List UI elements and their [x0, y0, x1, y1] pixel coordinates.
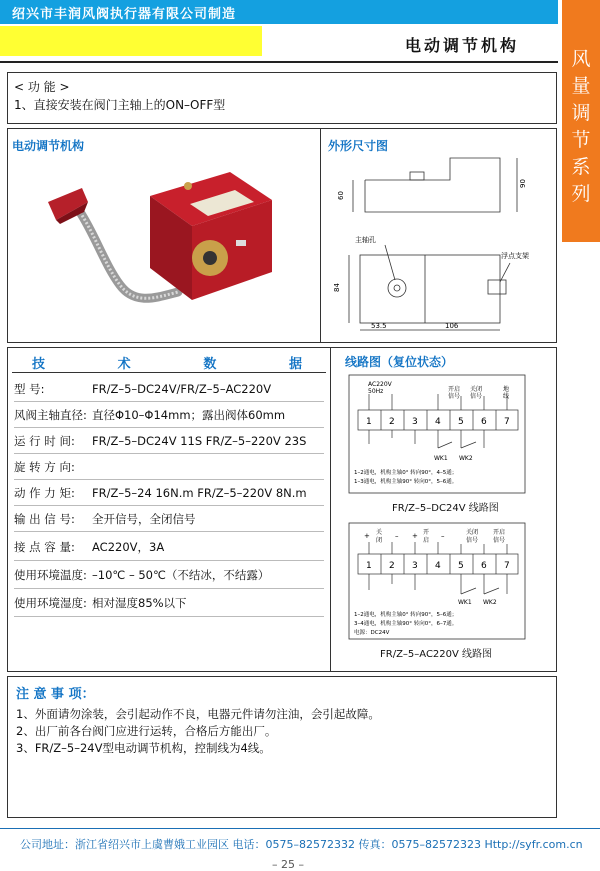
spec-divider: [14, 588, 324, 589]
wiring-note: 1–2通电，机构主轴0° 转向90°，5–6通；: [354, 612, 458, 618]
wire-group: 信号: [470, 393, 483, 400]
wire-group: 启: [423, 537, 430, 544]
specs-title: [32, 353, 302, 372]
specs-rule: [12, 372, 326, 373]
spec-row-temp: [14, 567, 269, 583]
spec-divider: [14, 479, 324, 480]
spec-row-model: [14, 381, 271, 397]
spec-value: FR/Z–5–DC24V/FR/Z–5–AC220V: [92, 382, 272, 396]
page-number: – 25 –: [272, 858, 304, 871]
terminal: 2: [389, 561, 395, 571]
page-title: 电动调节机构: [405, 36, 520, 55]
wire-group: 关: [376, 529, 383, 536]
terminal: 4: [435, 417, 441, 427]
spec-divider: [14, 401, 324, 402]
spec-divider: [14, 505, 324, 506]
note-item-1: 1、外面请勿涂装，会引起动作不良，电器元件请勿注油，会引起故障。: [16, 707, 380, 721]
wire-group: 信号: [466, 537, 479, 544]
polarity: –: [441, 532, 445, 540]
dim-53: 53.5: [371, 322, 387, 330]
function-title: < 功 能 >: [14, 80, 70, 94]
spec-label: 动 作 力 矩:: [14, 486, 75, 500]
spec-row-runtime: [14, 433, 306, 449]
footer-rule: [0, 828, 600, 829]
company-name: 绍兴市丰润风阀执行器有限公司制造: [12, 7, 237, 22]
terminal: 7: [504, 417, 510, 427]
actuator-photo: [40, 160, 300, 330]
footer-contact: 公司地址：浙江省绍兴市上虞曹娥工业园区 电话：0575–82572332 传真：0575–82572323 Http://syfr.com.cn: [20, 838, 583, 851]
wiring-caption-dc24v: FR/Z–5–DC24V 线路图: [392, 503, 499, 514]
ac-label: AC220V: [368, 381, 392, 388]
wiring-caption-ac220v: FR/Z–5–AC220V 线路图: [380, 649, 493, 660]
side-char: 系: [571, 156, 591, 178]
wire-group: 线: [503, 393, 510, 400]
hz-label: 50Hz: [368, 388, 384, 395]
wire-group: 开启: [493, 529, 506, 536]
side-char: 量: [571, 75, 591, 97]
wire-group: 信号: [493, 537, 506, 544]
terminal: 6: [481, 417, 487, 427]
side-char: 调: [571, 102, 591, 124]
specs-title-char: 数: [203, 357, 217, 372]
specs-title-char: 据: [288, 357, 302, 372]
terminal: 6: [481, 561, 487, 571]
dim-90: 90: [519, 179, 527, 188]
specs-title-char: 技: [32, 357, 46, 372]
spec-label: 旋 转 方 向:: [14, 460, 75, 474]
photo-title: 电动调节机构: [12, 139, 85, 153]
spec-divider: [14, 560, 324, 561]
dimension-drawing: [335, 150, 555, 340]
spec-row-output: [14, 511, 196, 527]
dimension-title: 外形尺寸图: [328, 139, 389, 153]
note-item-2: 2、出厂前各台阀门应进行运转，合格后方能出厂。: [16, 724, 277, 738]
terminal: 5: [458, 561, 464, 571]
spec-label: 风阀主轴直径:: [14, 408, 87, 422]
spec-value: AC220V，3A: [92, 540, 165, 554]
terminal: 1: [366, 561, 372, 571]
box-divider: [320, 128, 321, 343]
terminal: 3: [412, 561, 418, 571]
note-item-3: 3、FR/Z–5–24V型电动调节机构，控制线为4线。: [16, 741, 271, 755]
header-rule: [0, 61, 558, 63]
wk2-label: WK2: [483, 599, 497, 606]
wire-group: 关闭: [466, 529, 479, 536]
spec-label: 输 出 信 号:: [14, 512, 75, 526]
wire-group: 关闭: [470, 386, 483, 393]
wire-group: 闭: [376, 537, 383, 544]
bracket-label: 浮点支架: [501, 252, 529, 260]
wiring-note: 3–4通电，机构主轴90° 转向0°，6–7通。: [354, 621, 458, 627]
function-item: 1、直接安装在阀门主轴上的ON–OFF型: [14, 98, 226, 112]
polarity: –: [395, 532, 399, 540]
terminal: 5: [458, 417, 464, 427]
spec-value: FR/Z–5–24 16N.m FR/Z–5–220V 8N.m: [92, 486, 307, 500]
box-divider-2: [330, 347, 331, 672]
spec-label: 使用环境湿度:: [14, 596, 87, 610]
dim-60: 60: [337, 191, 345, 200]
wk1-label: WK1: [458, 599, 472, 606]
dim-106: 106: [445, 322, 459, 330]
dim-84: 84: [333, 283, 341, 292]
spec-value: 全开信号，全闭信号: [92, 512, 196, 526]
spec-divider: [14, 427, 324, 428]
wire-group: 开: [423, 529, 430, 536]
yellow-bar: [0, 26, 262, 56]
spec-divider: [14, 616, 324, 617]
spec-row-shaft: [14, 407, 285, 423]
spec-row-torque: [14, 485, 307, 501]
spec-divider: [14, 531, 324, 532]
terminal: 7: [504, 561, 510, 571]
side-char: 风: [571, 48, 591, 70]
spec-value: –10℃ – 50℃（不结冰，不结露）: [92, 568, 270, 582]
spec-row-humidity: [14, 595, 187, 611]
spec-row-rotation: [14, 459, 92, 475]
wire-group: 开启: [448, 386, 461, 393]
wiring-diagram-ac220v: [348, 522, 526, 640]
side-char: 列: [571, 183, 591, 205]
wiring-note: 1–2通电，机构主轴0° 转向90°，4–5通；: [354, 470, 458, 476]
spec-value: 直径Φ10–Φ14mm；露出阀体60mm: [92, 408, 286, 422]
spec-label: 使用环境温度:: [14, 568, 87, 582]
hole-label: 主轴孔: [355, 236, 376, 244]
side-char: 节: [571, 129, 591, 151]
wiring-note: 电源：DC24V: [354, 630, 390, 636]
terminal: 2: [389, 417, 395, 427]
polarity: +: [364, 532, 370, 540]
spec-divider: [14, 453, 324, 454]
wiring-note: 1–3通电，机构主轴90° 转向0°，5–6通。: [354, 479, 458, 485]
wire-group: 信号: [448, 393, 461, 400]
spec-row-contact: [14, 539, 164, 555]
notes-title: 注 意 事 项：: [16, 687, 95, 702]
terminal: 1: [366, 417, 372, 427]
specs-title-char: 术: [117, 357, 131, 372]
wiring-title: 线路图（复位状态）: [345, 355, 454, 369]
spec-value: 相对湿度85%以下: [92, 596, 187, 610]
spec-label: 运 行 时 间:: [14, 434, 75, 448]
spec-label: 接 点 容 量:: [14, 540, 75, 554]
spec-label: 型 号:: [14, 382, 45, 396]
wire-group: 地: [503, 386, 510, 393]
polarity: +: [412, 532, 418, 540]
terminal: 3: [412, 417, 418, 427]
wk2-label: WK2: [459, 455, 473, 462]
side-tab-text: [562, 46, 600, 208]
wiring-diagram-dc24v: [348, 374, 526, 494]
spec-value: FR/Z–5–DC24V 11S FR/Z–5–220V 23S: [92, 434, 307, 448]
terminal: 4: [435, 561, 441, 571]
wk1-label: WK1: [434, 455, 448, 462]
